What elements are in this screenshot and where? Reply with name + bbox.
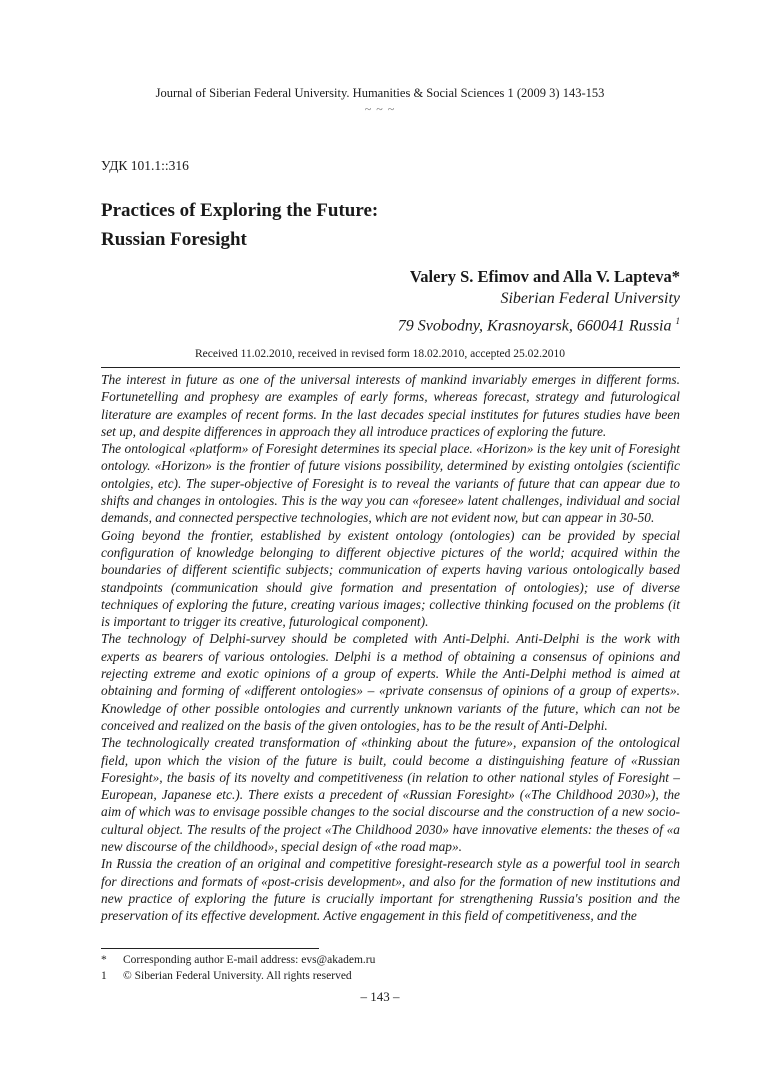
footnotes	[101, 952, 375, 984]
abstract-paragraph: In Russia the creation of an original and competitive foresight-research style as a powerful tool in search for directions and formats of «post-crisis development», and also for the formation of new institutions and new practice of exploring the future is crucially important for strengthening Russia's position and the preservation of its effective development. Active engagement in this field of competitiveness, and the	[101, 856, 680, 924]
abstract-paragraph: The ontological «platform» of Foresight determines its special place. «Horizon» is the key unit of Foresight ontology. «Horizon» is the frontier of future visions possibility, determined by existing ontolgies (scientific ontolgies, etc). The super-objective of Foresight is to reveal the variants of future that can appear due to shifts and changes in ontologies. This is the way you can «foresee» latent challenges, individual and social demands, and connected perspective technologies, which are not evident now, but can appear in 30-50.	[101, 441, 680, 526]
author-address-line	[398, 310, 680, 337]
abstract-paragraph: The interest in future as one of the universal interests of mankind invariably emerges in different forms. Fortunetelling and prophesy are examples of early forms, whereas forecast, strategy and futurological literature are examples of recent forms. In the last decades special institutes for futures studies have been set up, and despite differences in approach they all introduce practices of exploring the future.	[101, 372, 680, 439]
abstract-paragraph: The technologically created transformation of «thinking about the future», expansion of the ontological field, upon which the vision of the future is built, could become a distinguishing feature of «Russian Foresight», the basis of its novelty and competitiveness (in relation to other national styles of Foresight – European, Japanese etc.). There exists a precedent of «Russian Foresight» («The Childhood 2030»), the aim of which was to envisage possible changes to the social discourse and the construction of a new socio-cultural object. The results of the project «The Childhood 2030» have innovative elements: the theses of «a new discourse of the childhood», special design of «the road map».	[101, 735, 680, 855]
footnote-text: Corresponding author E-mail address: evs@akadem.ru	[123, 954, 376, 966]
header-ornament: ~ ~ ~	[364, 102, 396, 116]
journal-header: Journal of Siberian Federal University. Humanities & Social Sciences 1 (2009 3) 143-153	[155, 86, 605, 100]
abstract	[101, 371, 680, 925]
author-address: 79 Svobodny, Krasnoyarsk, 660041 Russia	[397, 317, 672, 335]
paper-title-line-2: Russian Foresight	[101, 229, 247, 250]
abstract-paragraph: Going beyond the frontier, established by existent ontology (ontologies) can be provided by special configuration of knowledge belonging to different objective pictures of the world; acquired within the boundaries of different scientific subjects; communication of experts having various ontologically based standpoints (communication should give formation and presentation of ontologies); use of diverse techniques of exploring the future, creating various images; collective thinking focused on the problems (it is important to trigger its creative, futurological component).	[101, 527, 680, 630]
footnote-mark: 1	[101, 970, 107, 982]
author-block	[398, 266, 680, 337]
footnote-divider	[101, 948, 319, 949]
address-footnote-mark: 1	[675, 316, 680, 326]
udk-code: УДК 101.1::316	[101, 158, 189, 173]
received-dates: Received 11.02.2010, received in revised form 18.02.2010, accepted 25.02.2010	[194, 348, 566, 360]
author-names: Valery S. Efimov and Alla V. Lapteva*	[409, 267, 680, 286]
page-number: – 143 –	[360, 989, 400, 1004]
footnote-text: © Siberian Federal University. All rights reserved	[123, 970, 352, 982]
abstract-divider	[101, 367, 680, 368]
footnote	[101, 968, 375, 984]
author-affiliation: Siberian Federal University	[500, 290, 680, 307]
abstract-paragraph: The technology of Delphi-survey should be completed with Anti-Delphi. Anti-Delphi is the work with experts as bearers of various ontologies. Delphi is a method of obtaining a consensus of opinions and rejecting extreme and exotic opinions of a group of experts. While the Anti-Delphi method is aimed at obtaining and forming of «different ontologies» – «private consensus of opinions of a group of experts». Knowledge of other possible ontologies and currently unknown variants of the future, which can not be conceived and realized on the basis of the given ontologies, has to be the result of Anti-Delphi.	[101, 631, 680, 733]
footnote	[101, 952, 375, 968]
paper-title	[101, 196, 378, 254]
paper-title-line-1: Practices of Exploring the Future:	[101, 200, 379, 221]
footnote-mark: *	[101, 954, 107, 966]
